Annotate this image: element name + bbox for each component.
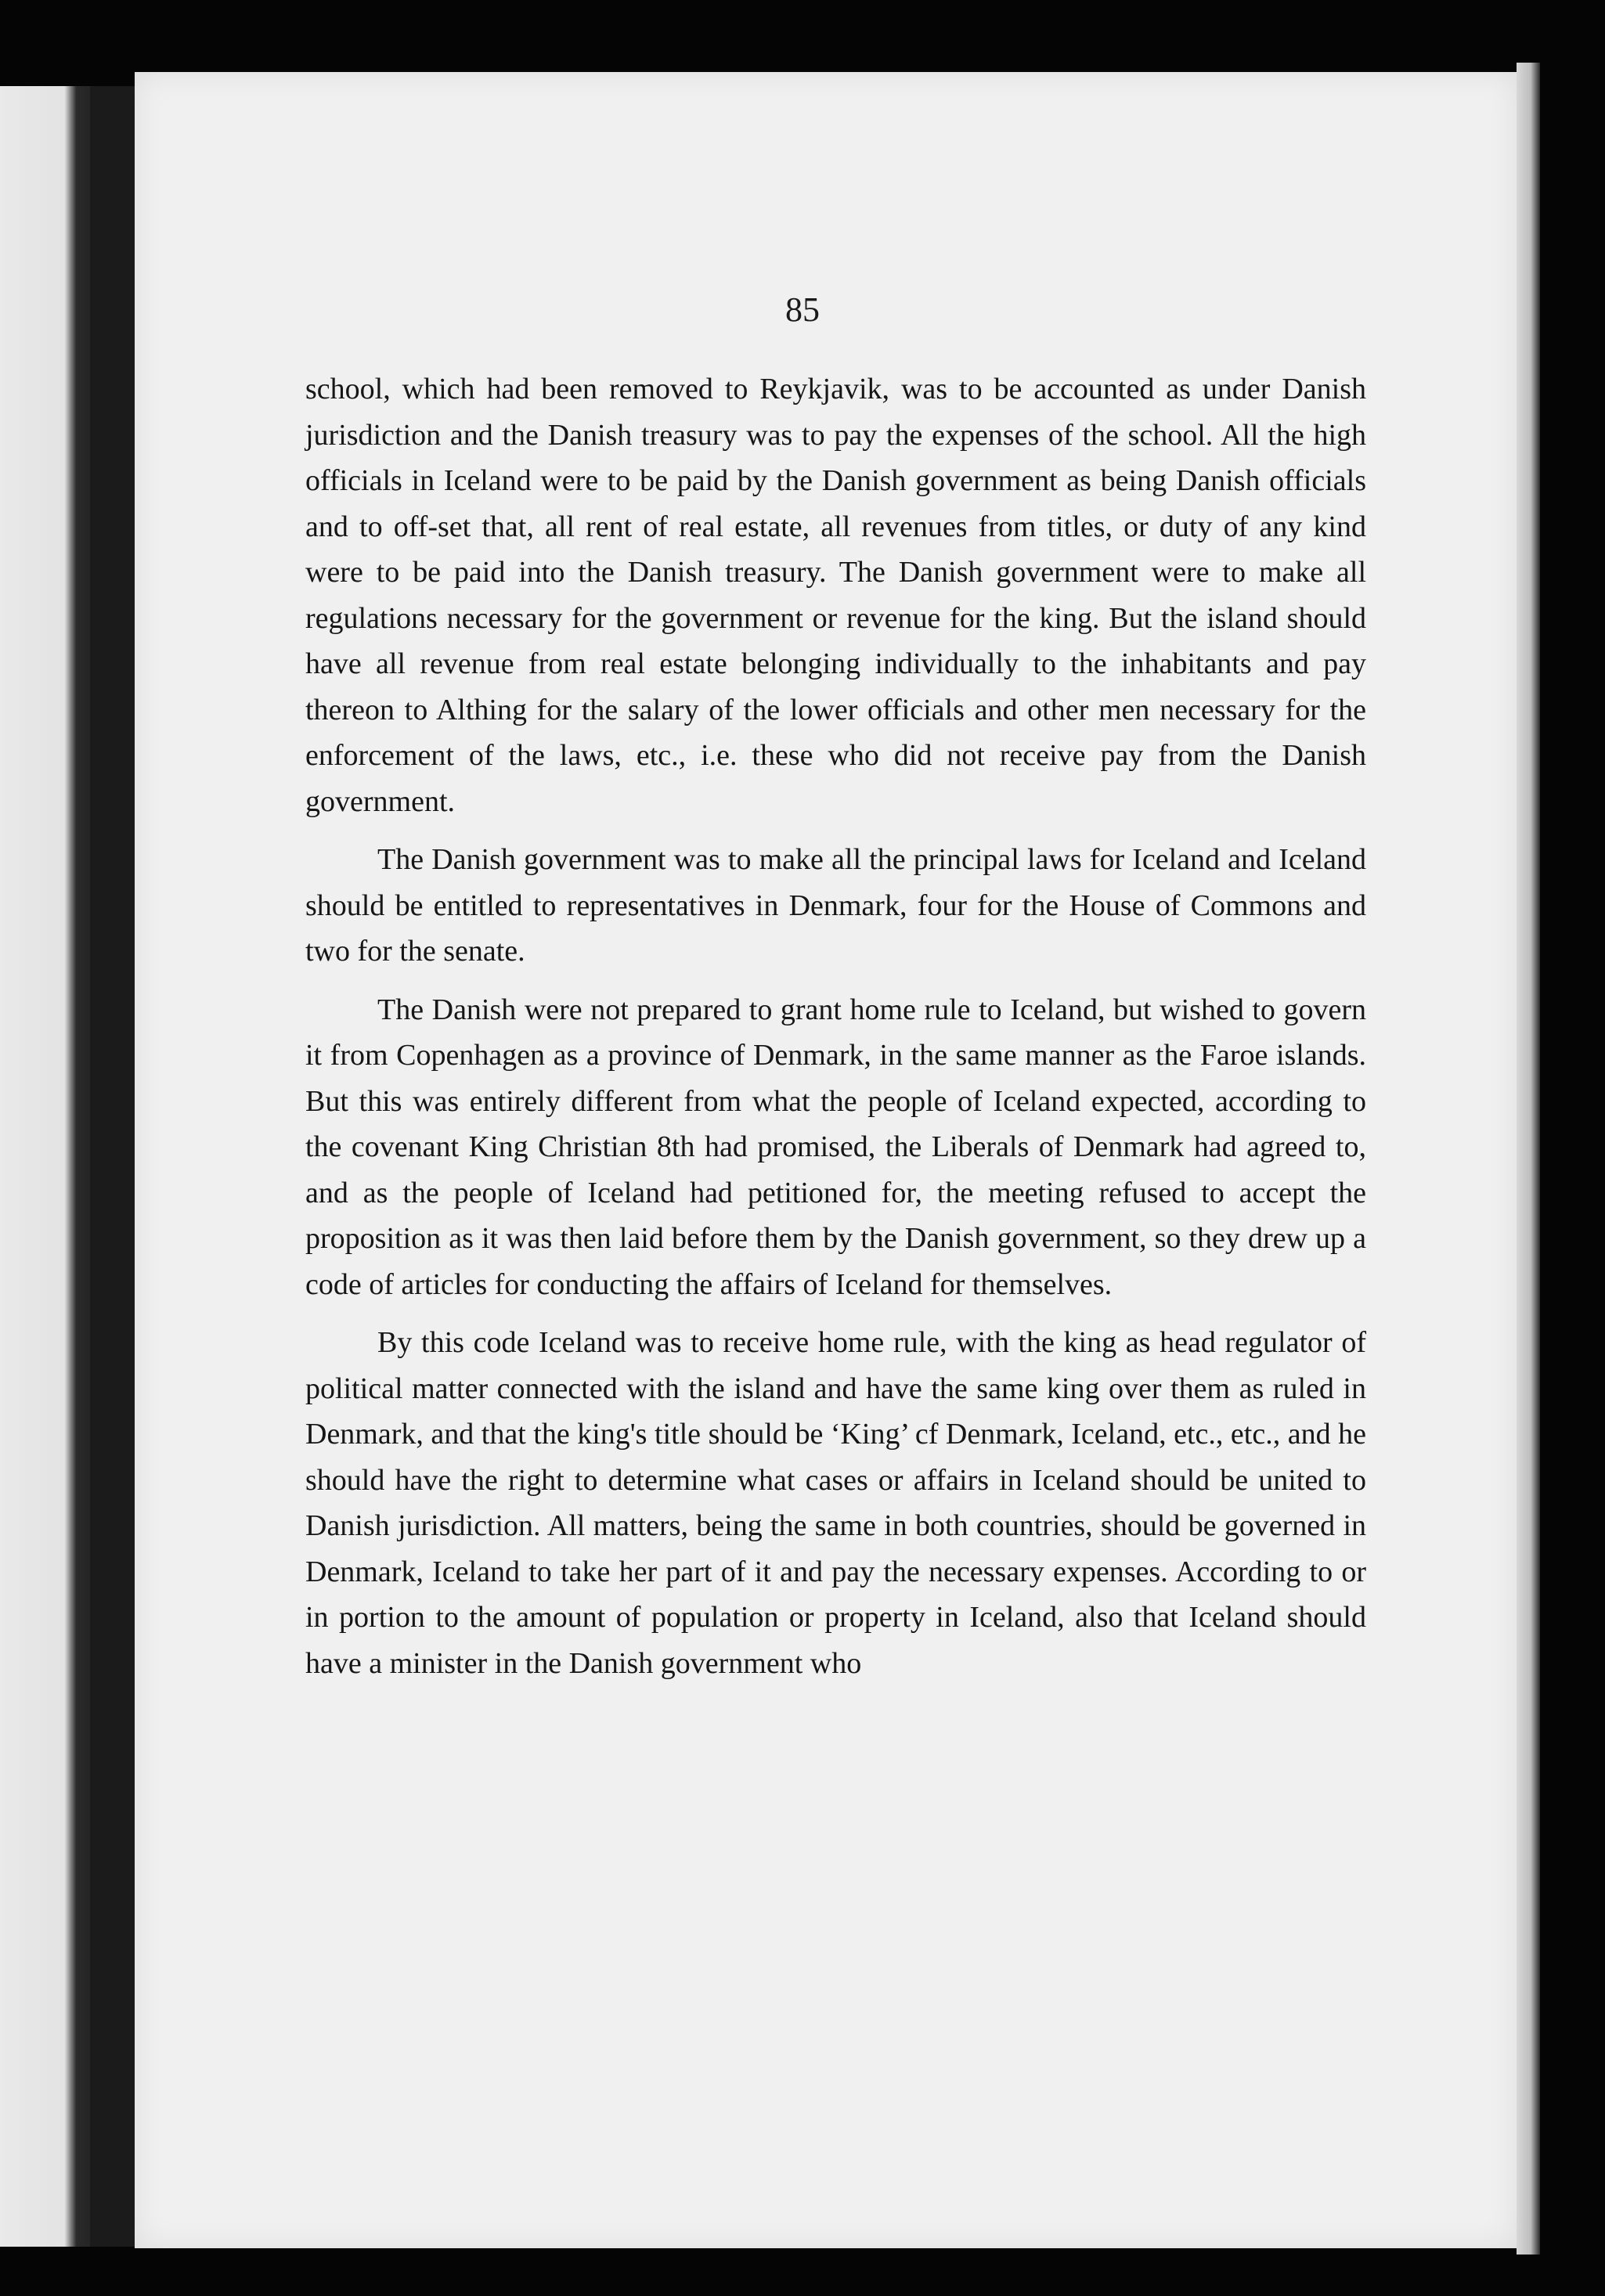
paragraph-3: The Danish were not prepared to grant home rule to Iceland, but wished to govern it from Copenhagen as a province of Denmark, in the same manner as the Faroe islands. But this was entirely different from what the people of Iceland expected, according to the covenant King Christian 8th had promised, the Liberals of Denmark had agreed to, and as the people of Iceland had petitioned for, the meeting refused to accept the proposition as it was then laid before them by the Danish government, so they drew up a code of articles for conducting the affairs of Iceland for themselves. bbox=[305, 993, 1366, 1301]
page-right-edge bbox=[1517, 63, 1540, 2255]
page-number: 85 bbox=[785, 290, 820, 329]
paragraph-1: school, which had been removed to Reykjavik, was to be accounted as under Danish jurisdiction and the Danish treasury was to pay the expenses of the school. All the high officials in Iceland were to be paid by the Danish government as being Danish officials and to off-set that, all rent of real estate, all revenues from titles, or duty of any kind were to be paid into the Danish treasury. The Danish government were to make all regulations necessary for the government or revenue for the king. But the island should have all revenue from real estate belonging individually to the inhabitants and pay thereon to Althing for the salary of the lower officials and other men necessary for the enforcement of the laws, etc., i.e. these who did not receive pay from the Danish government. bbox=[305, 373, 1366, 818]
paragraph-2: The Danish government was to make all the principal laws for Iceland and Iceland should be entitled to representatives in Denmark, four for the House of Commons and two for the senate. bbox=[305, 843, 1366, 968]
paragraph-4: By this code Iceland was to receive home rule, with the king as head regulator of political matter connected with the island and have the same king over them as ruled in Denmark, and that the king's title should be ‘King’ cf Denmark, Iceland, etc., etc., and he should have the right to determine what cases or affairs in Iceland should be united to Danish jurisdiction. All matters, being the same in both countries, should be governed in Denmark, Iceland to take her part of it and pay the necessary expenses. According to or in portion to the amount of population or property in Iceland, also that Iceland should have a minister in the Danish government who bbox=[305, 1326, 1366, 1680]
page-body-text bbox=[305, 366, 1366, 1699]
book-gutter bbox=[90, 86, 137, 2247]
